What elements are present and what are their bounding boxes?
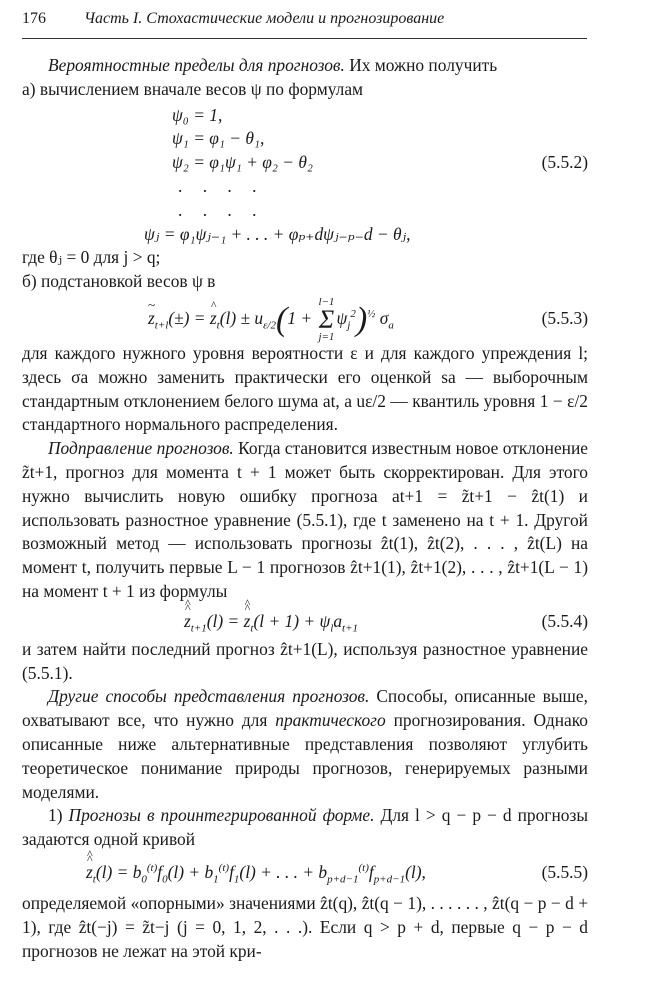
paragraph-other-forms — [22, 685, 588, 804]
paragraph-text: Когда становится известным новое отклонение z̃t+1, прогноз для момента t + 1 может быть скорректирован. Для этого нужно вычислить новую ошибку прогноза at+1 = z̃t+1 − ẑt(1) и использовать разностное уравнение (5.5.1), где t заменено на t + 1. Другой возможный метод — использовать прогнозы ẑt(1), ẑt(2), . . . , ẑt(L) на момент t, получить первые L − 1 прогнозов ẑt+1(1), ẑt+1(2), . . . , ẑt+1(L − 1) на момент t + 1 из формулы — [22, 438, 589, 601]
emphasis: практического — [275, 710, 386, 731]
page-body — [22, 54, 588, 963]
eq-line: ψ₀ = 1, — [172, 104, 223, 125]
eq-dots: . . . . — [178, 175, 265, 196]
paragraph-integrated — [22, 804, 588, 852]
paragraph-text: Их можно получить — [349, 55, 498, 75]
list-number: 1) — [48, 805, 63, 826]
eq-line: ψⱼ = φ₁ψⱼ₋₁ + . . . + φₚ₊dψⱼ₋ₚ₋d − θⱼ, — [144, 223, 411, 244]
eq-line: ψ₁ = φ₁ − θ₁, — [172, 128, 265, 149]
item-a: а) вычислением вначале весов ψ по формулам — [22, 78, 364, 99]
equation-5-5-4 — [22, 604, 588, 638]
paragraph-support-values: определяемой «опорными» значениями ẑt(q), ẑt(q − 1), . . . . . . , ẑt(q − p − d + 1), где ẑt(−j) = z̃t−j (j = 0, 1, 2, . . .). Если q > p + d, первые q − p − d прогнозов не лежат на этой кри- — [22, 892, 588, 961]
equation-label: (5.5.3) — [541, 307, 588, 328]
section-heading-updating: Подправление прогнозов. — [48, 438, 234, 459]
eq-554-formula: ^ z $\^{}_{t+1}(l)$ = ^ z $\^{}_t(l + 1) + \psi_la_{t+1}$ — [184, 611, 358, 631]
equation-5-5-3 — [22, 294, 588, 342]
paragraph-explanation: для каждого нужного уровня вероятности ε и для каждого упреждения l; здесь σa можно заменить практически его оценкой sa — выборочным стандартным отклонением белого шума at, а uε/2 — квантиль уровня 1 − ε/2 стандартного нормального распределения. — [22, 342, 588, 435]
paragraph-updating — [22, 437, 588, 604]
eq-line — [172, 151, 588, 175]
paragraph-text: прогнозирования. Однако описанные ниже альтернативные представления позволяют углубить теоретическое понимание природы прогнозов, генерируемых разными моделями. — [22, 710, 588, 802]
equation-label: (5.5.5) — [541, 861, 588, 882]
item-b: б) подстановкой весов ψ в — [22, 271, 216, 292]
equation-5-5-5 — [22, 852, 588, 892]
equation-label: (5.5.4) — [541, 610, 588, 631]
equation-5-5-2 — [22, 104, 588, 247]
eq-dots: . . . . — [178, 199, 265, 220]
condition-theta: где θⱼ = 0 для j > q; — [22, 247, 161, 268]
paragraph-prob-limits — [22, 54, 588, 78]
equation-label: (5.5.2) — [541, 152, 588, 173]
section-heading-prob-limits: Вероятностные пределы для прогнозов. — [48, 55, 345, 75]
section-heading-other-forms: Другие способы представления прогнозов. — [48, 686, 370, 707]
eq-555-formula: ^ z $\^{}_t(l) = b_0^{(t)}f_0(l) + b_1^{(t)}f_1(l)$ + . . . + $b_{p+d-1}^{(t)}f_{p+d-1}(l)$, — [86, 862, 426, 882]
eq-553-formula: ~ $z_{t+l}(\pm)$ = ^ $z_t(l) \pm u_{\varepsilon/2}(1 + l-1$ Σ $j=1\psi_j^2)^{\frac{1}{2}}$ $\sigma_a$ — [148, 308, 394, 328]
paragraph-text: Для l > q − p − d прогнозы задаются одной кривой — [22, 805, 588, 850]
paragraph-last-forecast: и затем найти последний прогноз ẑt+1(L), используя разностное уравнение (5.5.1). — [22, 638, 588, 683]
eq-text: ψ₂ = φ₁ψ₁ + φ₂ − θ₂ — [172, 152, 313, 173]
running-title: Часть I. Стохастические модели и прогнозирование — [84, 10, 445, 27]
section-heading-integrated: Прогнозы в проинтегрированной форме. — [68, 805, 375, 826]
page-number: 176 — [22, 10, 46, 27]
page-header — [22, 10, 587, 39]
paragraph-text: Способы, описанные выше, охватывают все, что нужно для — [22, 686, 588, 731]
